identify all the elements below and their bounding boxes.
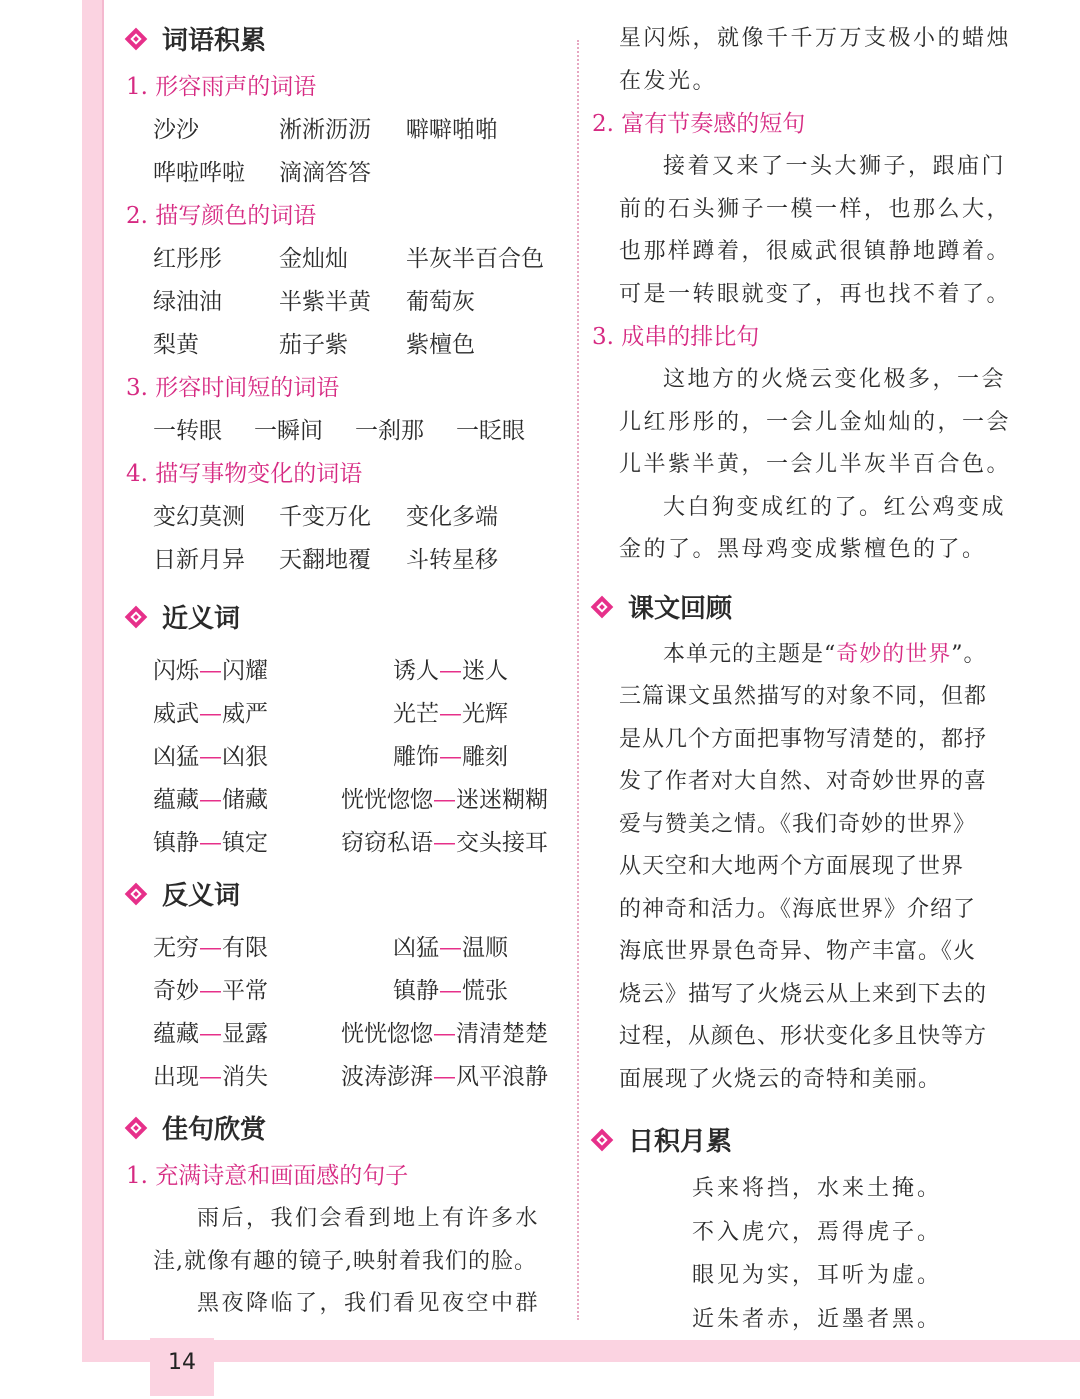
diamond-bullet-icon [125, 883, 148, 906]
review-paragraph: 本单元的主题是“奇妙的世界”。 三篇课文虽然描写的对象不同，但都 是从几个方面把事物写清楚的，都抒 发了作者对大自然、对奇妙世界的喜 爱与赞美之情。《我们奇妙的世界》 从天空和大地两个方面展现了世界 的神奇和活力。《海底世界》介绍了 海底世界景色奇异、物产丰富。《火 烧云》描写了火烧云从上来到下去的 过程，从颜色、形状变化多且快等方 面展现了火烧云的奇特和美丽。 [619, 641, 988, 1092]
word-row: 绿油油 半紫半黄 葡萄灰 [153, 289, 475, 315]
sentence-paragraph: 这地方的火烧云变化极多，一会 儿红彤彤的，一会儿金灿灿的，一会 儿半紫半黄，一会儿半灰半百合色。 大白狗变成红的了。红公鸡变成 金的了。黑母鸡变成紫檀色的了。 [619, 367, 1012, 562]
synonym-row: 镇静—镇定 窃窃私语—交头接耳 [153, 830, 548, 856]
word-row: 梨黄 茄子紫 紫檀色 [153, 332, 475, 358]
section-daily-heading: 日积月累 [592, 1117, 1042, 1167]
antonym-row: 无穷—有限 凶猛—温顺 [153, 935, 508, 961]
vocab-group-title: 3. 形容时间短的词语 [126, 375, 340, 401]
vocab-group-title: 4. 描写事物变化的词语 [126, 461, 363, 487]
proverb-line: 近朱者赤，近墨者黑。 [692, 1306, 943, 1332]
synonym-row: 闪烁—闪耀 诱人—迷人 [153, 658, 508, 684]
diamond-bullet-icon [125, 1117, 148, 1140]
sentence-paragraph: 接着又来了一头大狮子，跟庙门 前的石头狮子一模一样，也那么大， 也那样蹲着，很威武很镇静地蹲着。 可是一转眼就变了，再也找不着了。 [619, 154, 1012, 307]
antonym-row: 奇妙—平常 镇静—慌张 [153, 978, 508, 1004]
proverb-line: 眼见为实，耳听为虚。 [692, 1263, 943, 1288]
antonym-row: 出现—消失 波涛澎湃—风平浪静 [153, 1064, 548, 1090]
diamond-bullet-icon [125, 28, 148, 51]
word-row: 红彤彤 金灿灿 半灰半百合色 [153, 246, 544, 272]
proverb-line: 不入虎穴，焉得虎子。 [692, 1219, 943, 1245]
synonym-row: 蕴藏—储藏 恍恍惚惚—迷迷糊糊 [153, 787, 548, 813]
section-synonyms-heading: 近义词 [126, 594, 571, 644]
word-row: 一转眼 一瞬间 一刹那 一眨眼 [153, 418, 525, 444]
proverbs-list [592, 1167, 1042, 1341]
synonym-row: 威武—威严 光芒—光辉 [153, 701, 508, 727]
synonym-row: 凶猛—凶狠 雕饰—雕刻 [153, 744, 508, 770]
vocab-group-title: 2. 描写颜色的词语 [126, 203, 317, 229]
section-sentences-heading: 佳句欣赏 [126, 1105, 571, 1155]
word-row: 沙沙 淅淅沥沥 噼噼啪啪 [153, 117, 498, 143]
diamond-bullet-icon [125, 606, 148, 629]
diamond-bullet-icon [591, 595, 614, 618]
section-vocab-heading: 词语积累 [126, 16, 571, 66]
antonym-row: 蕴藏—显露 恍恍惚惚—清清楚楚 [153, 1021, 548, 1047]
section-antonyms-heading: 反义词 [126, 871, 571, 921]
page-number: 14 [168, 1350, 196, 1375]
diamond-bullet-icon [591, 1129, 614, 1152]
theme-highlight: 奇妙的世界 [836, 641, 952, 667]
proverb-line: 兵来将挡，水来土掩。 [692, 1176, 943, 1201]
sentences-subtitle: 2. 富有节奏感的短句 [592, 111, 806, 137]
sentences-subtitle: 1. 充满诗意和画面感的句子 [126, 1163, 409, 1189]
word-row: 日新月异 天翻地覆 斗转星移 [153, 547, 498, 573]
word-row: 变幻莫测 千变万化 变化多端 [153, 504, 498, 530]
sentence-paragraph: 雨后，我们会看到地上有许多水 洼,就像有趣的镜子,映射着我们的脸。 黑夜降临了，我们看见夜空中群 [153, 1206, 541, 1316]
vocab-group-title: 1. 形容雨声的词语 [126, 74, 317, 100]
left-column [126, 16, 571, 1326]
word-row: 哗啦哗啦 滴滴答答 [153, 160, 371, 186]
section-review-heading: 课文回顾 [592, 584, 1042, 634]
sentence-continuation: 星闪烁，就像千千万万支极小的蜡烛 在发光。 [619, 26, 1012, 94]
right-column [592, 16, 1042, 1341]
sentences-subtitle: 3. 成串的排比句 [592, 324, 760, 350]
